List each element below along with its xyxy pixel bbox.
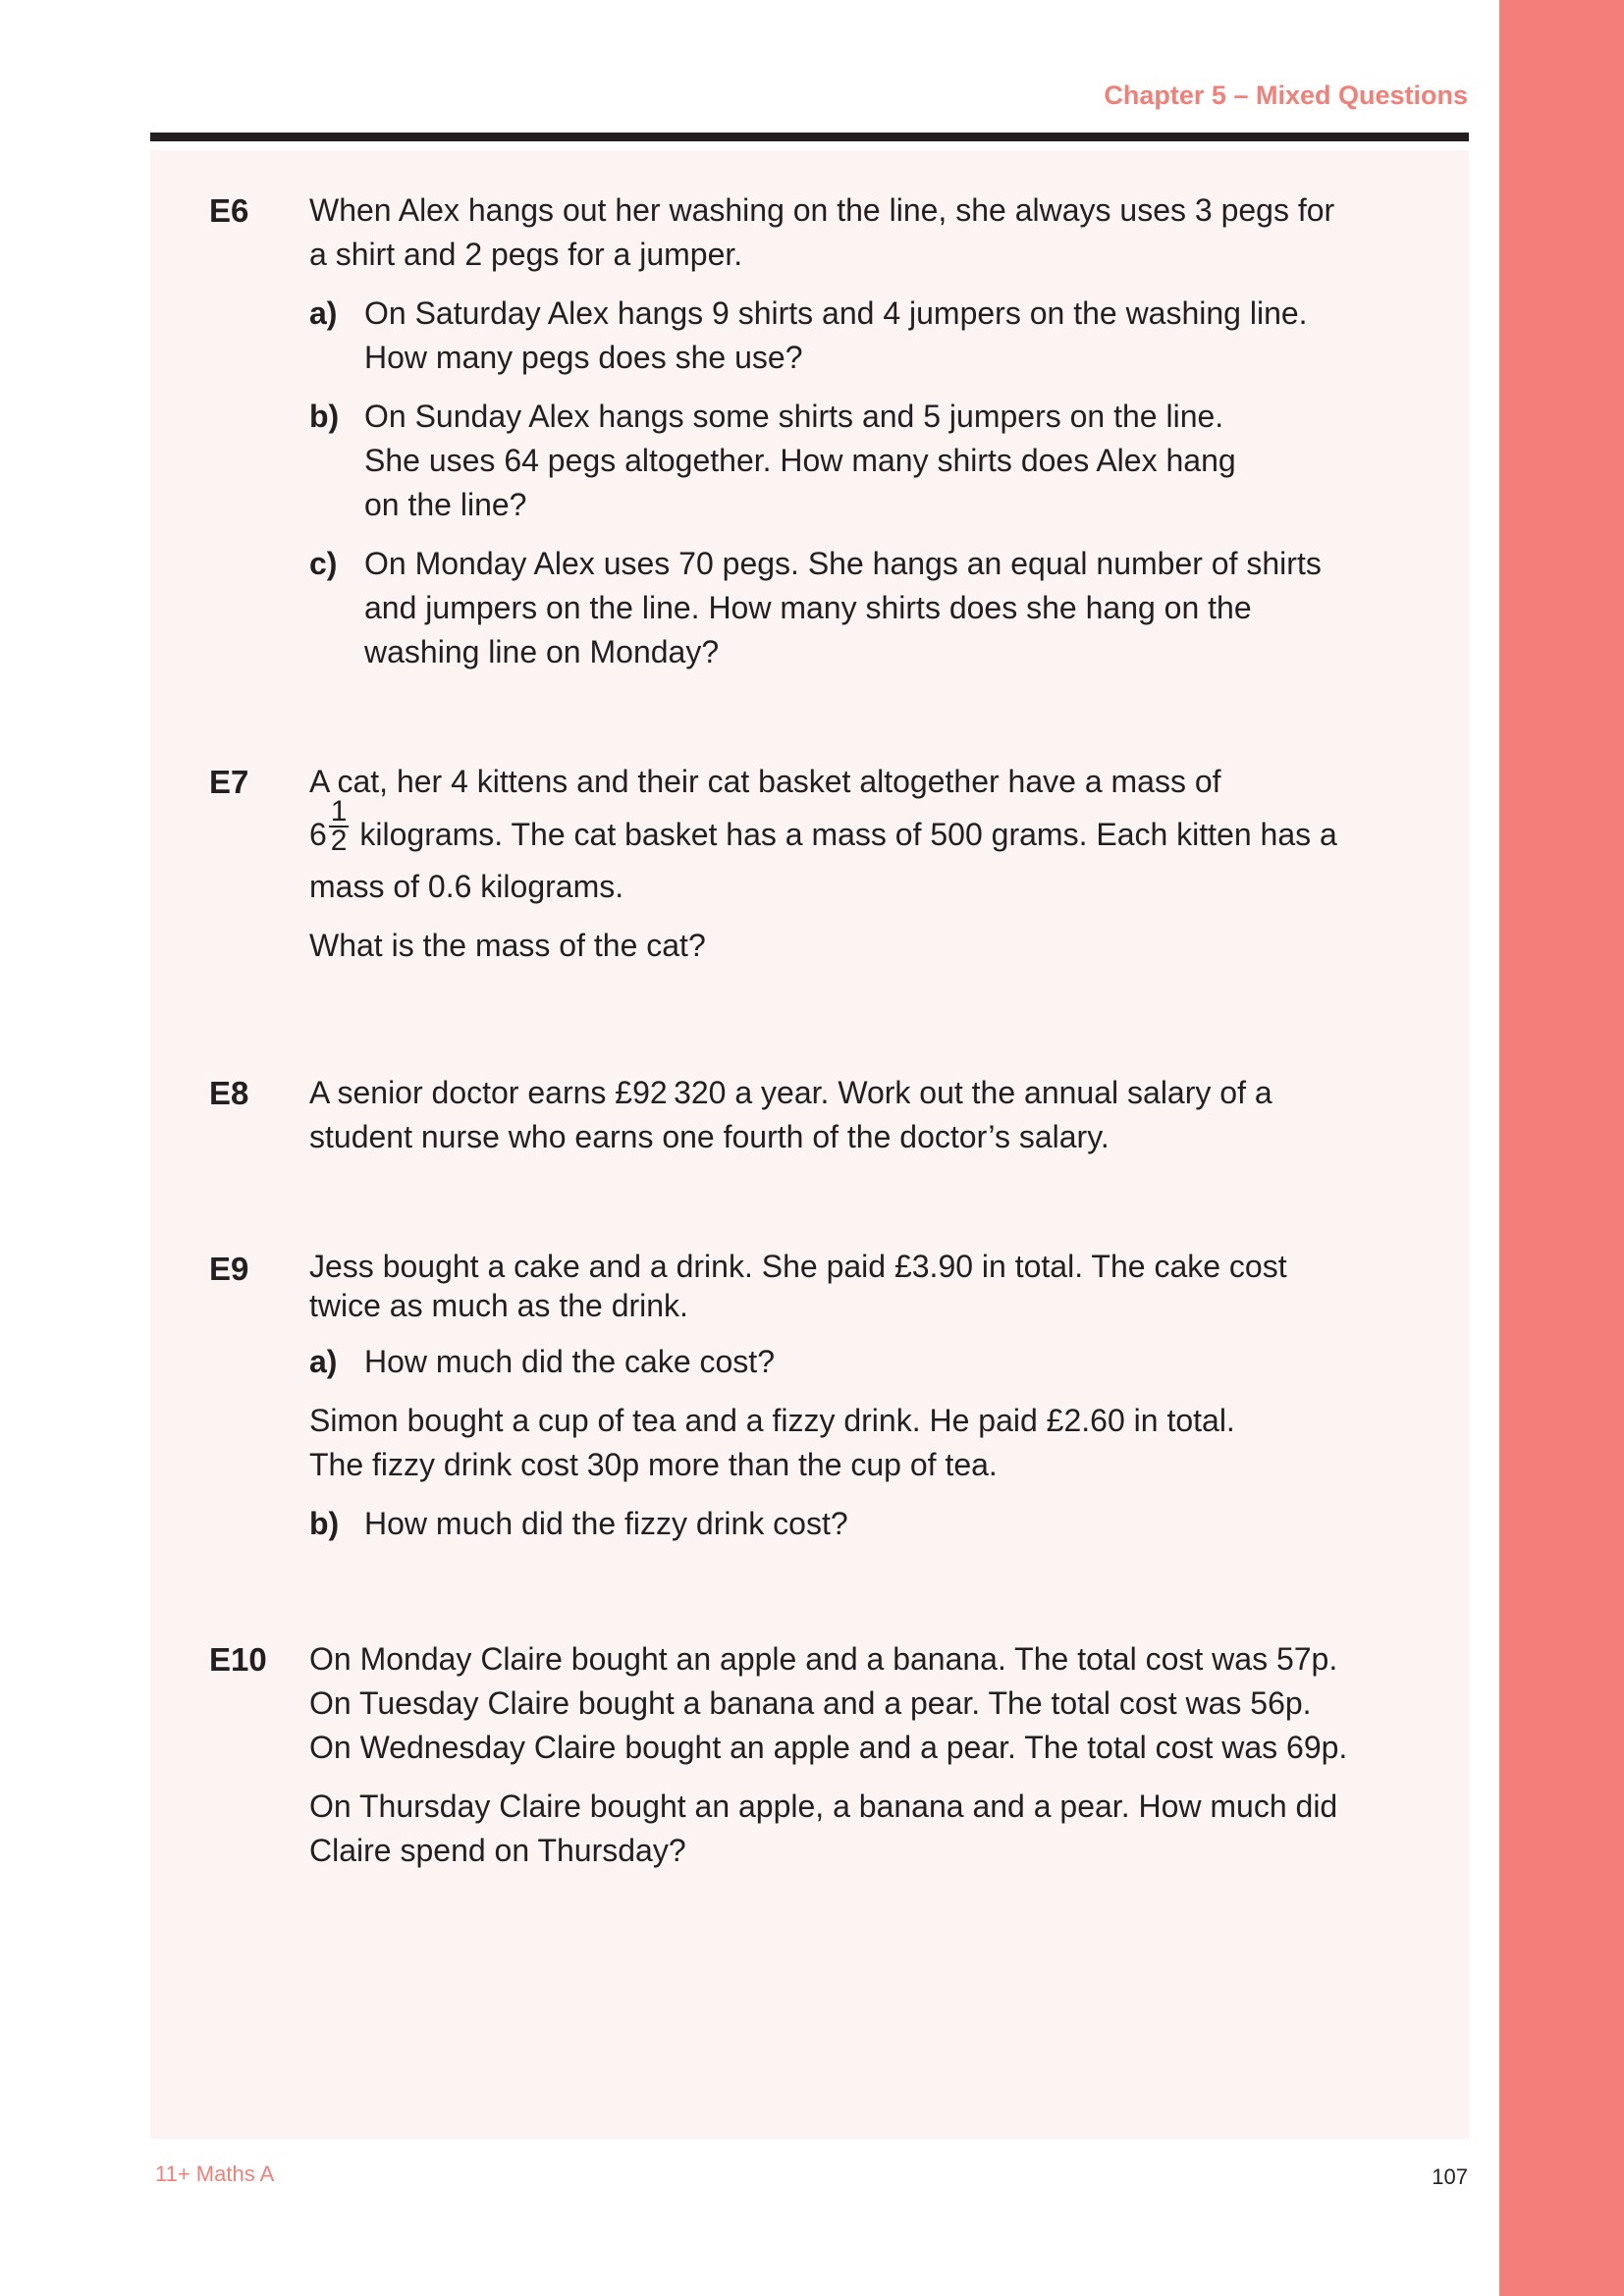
text-line: How much did the fizzy drink cost?	[364, 1506, 848, 1541]
question-number: E6	[209, 192, 249, 229]
part-label: a)	[309, 1344, 338, 1379]
question-body	[309, 1071, 1448, 1174]
question-ask	[309, 1785, 1448, 1873]
question-part-b	[309, 395, 1448, 527]
question-body	[309, 1247, 1448, 1561]
footer-book-title: 11+ Maths A	[155, 2162, 275, 2186]
question-body	[309, 1637, 1448, 1888]
fraction-denominator: 2	[330, 824, 348, 857]
text-line: A cat, her 4 kittens and their cat basket altogether have a mass of	[309, 764, 1221, 799]
question-part-b	[309, 1502, 1448, 1546]
text-line: twice as much as the drink.	[309, 1288, 688, 1323]
part-label: b)	[309, 399, 340, 434]
question-text	[309, 760, 1448, 909]
text-line: How many pegs does she use?	[364, 340, 803, 375]
text-line: How much did the cake cost?	[364, 1344, 775, 1379]
mixed-number-whole: 6	[309, 817, 327, 852]
text-line: and jumpers on the line. How many shirts does she hang on the	[364, 590, 1252, 625]
text-line: mass of 0.6 kilograms.	[309, 869, 624, 904]
text-line: The fizzy drink cost 30p more than the cup of tea.	[309, 1447, 998, 1482]
question-ask	[309, 924, 1448, 968]
text-line-with-fraction	[309, 794, 1448, 865]
text-line: On Thursday Claire bought an apple, a banana and a pear. How much did	[309, 1789, 1338, 1824]
questions-panel	[150, 150, 1469, 2139]
question-number: E9	[209, 1251, 249, 1287]
chapter-title: Chapter 5 – Mixed Questions	[1104, 80, 1468, 110]
text-fragment: kilograms. The cat basket has a mass of 500 grams. Each kitten has a	[351, 817, 1337, 852]
question-number: E7	[209, 764, 249, 800]
text-line: On Saturday Alex hangs 9 shirts and 4 jumpers on the washing line.	[364, 295, 1308, 331]
header-rule	[150, 133, 1469, 141]
text-line: When Alex hangs out her washing on the line, she always uses 3 pegs for	[309, 192, 1335, 228]
text-line: Jess bought a cake and a drink. She paid £3.90 in total. The cake cost	[309, 1249, 1287, 1284]
text-line: a shirt and 2 pegs for a jumper.	[309, 237, 743, 272]
question-text	[309, 1071, 1448, 1159]
question-part-a	[309, 1340, 1448, 1384]
fraction	[329, 794, 350, 857]
text-line: On Sunday Alex hangs some shirts and 5 jumpers on the line.	[364, 399, 1224, 434]
text-line: Simon bought a cup of tea and a fizzy drink. He paid £2.60 in total.	[309, 1403, 1235, 1438]
part-label: a)	[309, 295, 338, 331]
question-part-a	[309, 292, 1448, 380]
question-text	[309, 1399, 1448, 1487]
question-number: E10	[209, 1641, 267, 1678]
page-number: 107	[1432, 2164, 1468, 2189]
question-part-c	[309, 542, 1448, 674]
question-body	[309, 188, 1448, 689]
side-color-band	[1499, 0, 1624, 2296]
question-text	[309, 1637, 1448, 1770]
part-label: b)	[309, 1506, 340, 1541]
text-line: A senior doctor earns £92 320 a year. Work out the annual salary of a	[309, 1075, 1272, 1110]
text-line: student nurse who earns one fourth of the doctor’s salary.	[309, 1119, 1110, 1154]
text-line: on the line?	[364, 487, 527, 522]
question-body	[309, 760, 1448, 983]
question-intro	[309, 1247, 1448, 1325]
text-line: washing line on Monday?	[364, 634, 720, 669]
text-line: What is the mass of the cat?	[309, 928, 706, 963]
text-line: She uses 64 pegs altogether. How many shirts does Alex hang	[364, 443, 1236, 478]
fraction-numerator: 1	[330, 794, 348, 828]
text-line: On Tuesday Claire bought a banana and a pear. The total cost was 56p.	[309, 1685, 1312, 1721]
text-line: On Wednesday Claire bought an apple and a pear. The total cost was 69p.	[309, 1730, 1348, 1765]
text-line: Claire spend on Thursday?	[309, 1833, 686, 1868]
text-line: On Monday Claire bought an apple and a banana. The total cost was 57p.	[309, 1641, 1338, 1677]
text-line: On Monday Alex uses 70 pegs. She hangs an equal number of shirts	[364, 546, 1322, 581]
part-label: c)	[309, 546, 338, 581]
question-number: E8	[209, 1075, 249, 1111]
question-intro	[309, 188, 1448, 277]
